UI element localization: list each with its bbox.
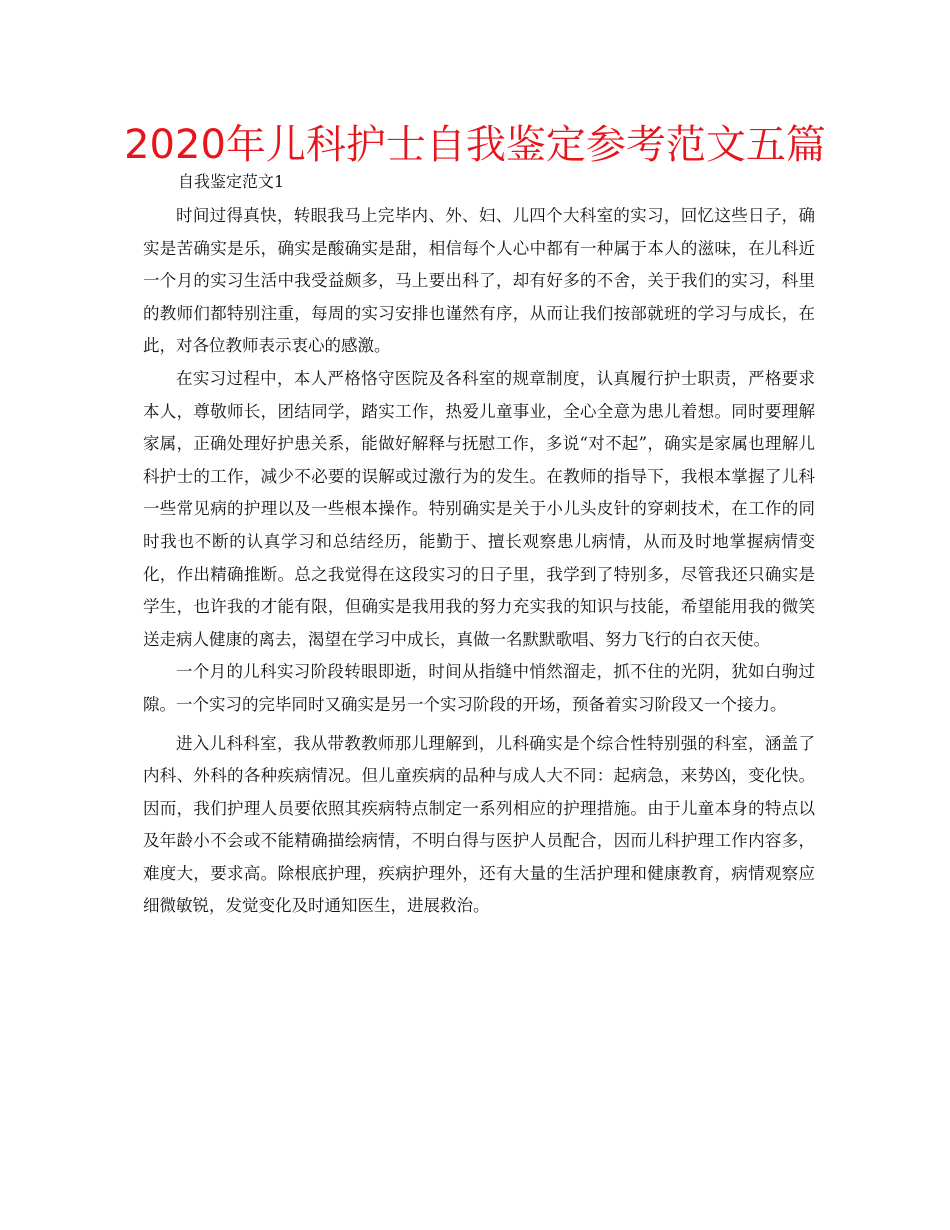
paragraph-2: 在实习过程中，本人严格恪守医院及各科室的规章制度，认真履行护士职责，严格要求本人，尊敬师长，团结同学，踏实工作，热爱儿童事业，全心全意为患儿着想。同时要理解家属，正确处理好护患关系，能做好解释与抚慰工作，多说“对不起”，确实是家属也理解儿科护士的工作，减少不必要的误解或过激行为的发生。在教师的指导下，我根本掌握了儿科一些常见病的护理以及一些根本操作。特别确实是关于小儿头皮针的穿刺技术，在工作的同时我也不断的认真学习和总结经历，能勤于、擅长观察患儿病情，从而及时地掌握病情变化，作出精确推断。总之我觉得在这段实习的日子里，我学到了特别多，尽管我还只确实是学生，也许我的才能有限，但确实是我用我的努力充实我的知识与技能，希望能用我的微笑送走病人健康的离去，渴望在学习中成长，真做一名默默歌唱、努力飞行的白衣天使。 bbox=[143, 368, 815, 649]
document-body bbox=[143, 200, 815, 923]
document-subtitle: 自我鉴定范文1 bbox=[178, 172, 285, 191]
paragraph-4: 进入儿科科室，我从带教教师那儿理解到，儿科确实是个综合性特别强的科室，涵盖了内科、外科的各种疾病情况。但儿童疾病的品种与成人大不同：起病急，来势凶，变化快。因而，我们护理人员要依照其疾病特点制定一系列相应的护理措施。由于儿童本身的特点以及年龄小不会或不能精确描绘病情，不明白得与医护人员配合，因而儿科护理工作内容多，难度大，要求高。除根底护理，疾病护理外，还有大量的生活护理和健康教育，病情观察应细微敏锐，发觉变化及时通知医生，进展救治。 bbox=[143, 733, 815, 916]
paragraph-1: 时间过得真快，转眼我马上完毕内、外、妇、儿四个大科室的实习，回忆这些日子，确实是苦确实是乐，确实是酸确实是甜，相信每个人心中都有一种属于本人的滋味，在儿科近一个月的实习生活中我受益颇多，马上要出科了，却有好多的不舍，关于我们的实习，科里的教师们都特别注重，每周的实习安排也谨然有序，从而让我们按部就班的学习与成长，在此，对各位教师表示衷心的感激。 bbox=[143, 206, 815, 356]
paragraph-3: 一个月的儿科实习阶段转眼即逝，时间从指缝中悄然溜走，抓不住的光阴，犹如白驹过隙。一个实习的完毕同时又确实是另一个实习阶段的开场，预备着实习阶段又一个接力。 bbox=[143, 662, 815, 714]
document-title: 2020年儿科护士自我鉴定参考范文五篇 bbox=[124, 122, 826, 168]
